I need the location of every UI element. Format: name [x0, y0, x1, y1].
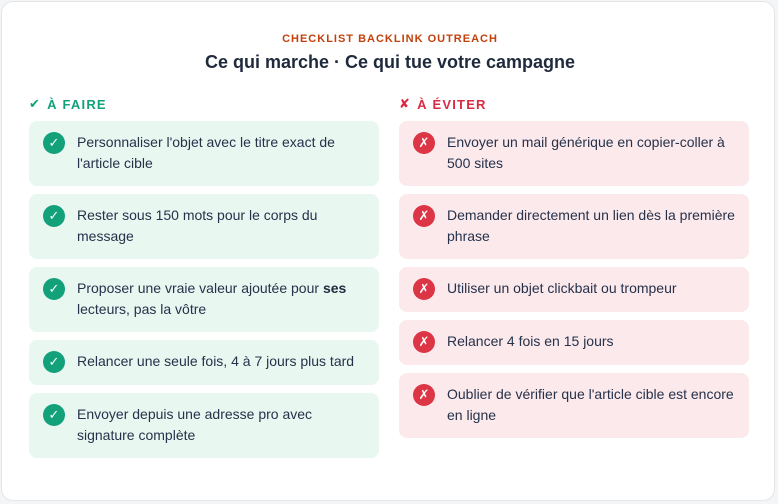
do-item-text-bold: ses — [322, 280, 347, 296]
dont-item — [399, 121, 749, 186]
do-item — [29, 121, 379, 186]
page-title: Ce qui marche · Ce qui tue votre campagne — [204, 52, 576, 72]
dont-item-text: Demander directement un lien dès la première phrase — [447, 207, 735, 244]
dont-item — [399, 373, 749, 438]
do-item — [29, 267, 379, 332]
dont-item-text: Utiliser un objet clickbait ou trompeur — [447, 280, 677, 296]
dont-item — [399, 267, 749, 312]
do-item-text: Personnaliser l'objet avec le titre exact de l'article cible — [77, 134, 335, 171]
cross-icon: ✗ — [413, 132, 435, 154]
eyebrow-label: CHECKLIST BACKLINK OUTREACH — [282, 33, 498, 45]
do-item-text-end: lecteurs, pas la vôtre — [77, 301, 207, 317]
do-item-text: Relancer une seule fois, 4 à 7 jours plus tard — [77, 353, 355, 369]
heavy-check-icon: ✔ — [29, 96, 42, 111]
cross-icon: ✗ — [413, 384, 435, 406]
heavy-cross-icon: ✘ — [399, 96, 412, 111]
do-item-text — [77, 278, 365, 320]
do-item — [29, 393, 379, 458]
cross-icon: ✗ — [413, 331, 435, 353]
check-icon: ✓ — [43, 351, 65, 373]
dont-item-text: Relancer 4 fois en 15 jours — [447, 333, 614, 349]
check-icon: ✓ — [43, 205, 65, 227]
do-column — [29, 96, 379, 466]
do-item-text-start: Proposer une vraie valeur ajoutée pour — [77, 280, 323, 296]
do-item — [29, 340, 379, 385]
do-column-title: À FAIRE — [47, 96, 107, 112]
dont-item — [399, 320, 749, 365]
dont-column — [399, 96, 749, 446]
do-item-text: Envoyer depuis une adresse pro avec signature complète — [77, 406, 313, 443]
cross-icon: ✗ — [413, 205, 435, 227]
dont-item — [399, 194, 749, 259]
check-icon: ✓ — [43, 404, 65, 426]
dont-item-text: Oublier de vérifier que l'article cible est encore en ligne — [447, 386, 734, 423]
do-item-text: Rester sous 150 mots pour le corps du message — [77, 207, 318, 244]
dont-item-text: Envoyer un mail générique en copier-coller à 500 sites — [447, 134, 725, 171]
check-icon: ✓ — [43, 278, 65, 300]
do-item — [29, 194, 379, 259]
do-column-header — [29, 96, 379, 112]
dont-column-title: À ÉVITER — [417, 96, 487, 112]
check-icon: ✓ — [43, 132, 65, 154]
dont-column-header — [399, 96, 749, 112]
cross-icon: ✗ — [413, 278, 435, 300]
